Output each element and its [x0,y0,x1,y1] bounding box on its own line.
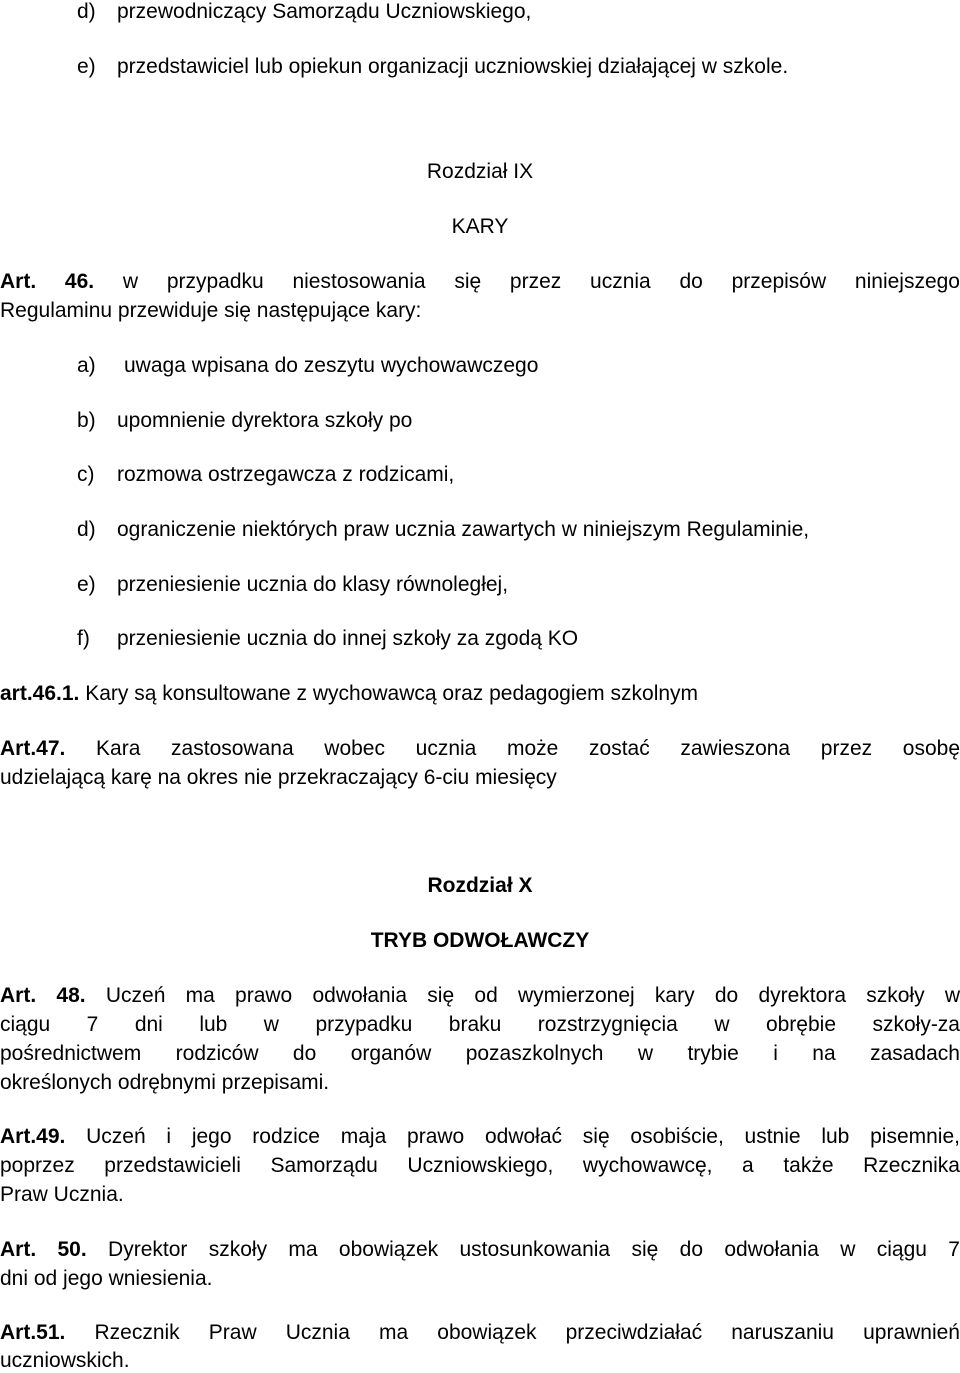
art49-line1 [0,1125,960,1149]
art51-label: Art.51. [0,1321,66,1344]
list-item-letter: d) [77,0,96,23]
list-item-letter: f) [77,627,90,650]
chapter-10-number: Rozdział X [427,874,533,897]
list-item [77,55,957,79]
list-item-text: przewodniczący Samorządu Uczniowskiego, [117,0,532,23]
list-item-text: upomnienie dyrektora szkoły po [117,409,413,432]
list-item-text: uwaga wpisana do zeszytu wychowawczego [124,354,539,377]
art48-line2: ciągu 7 dni lub w przypadku braku rozstrzygnięcia w obrębie szkoły-za [0,1013,960,1036]
list-item [77,0,957,24]
list-item-letter: d) [77,518,96,541]
art46-line1 [0,270,960,294]
art47-line1 [0,737,960,761]
list-item-letter: e) [77,573,96,596]
art49-line2: poprzez przedstawicieli Samorządu Uczniowskiego, wychowawcę, a także Rzecznika [0,1154,960,1177]
art48-line4: określonych odrębnymi przepisami. [0,1071,330,1094]
art46-text: w przypadku niestosowania się przez ucznia do przepisów niniejszego [122,270,960,293]
list-item-letter: c) [77,463,95,486]
chapter-9-title: KARY [451,215,509,238]
list-item-text: przedstawiciel lub opiekun organizacji uczniowskiej działającej w szkole. [117,55,789,78]
list-item-text: przeniesienie ucznia do innej szkoły za zgodą KO [117,627,579,650]
art48-label: Art. 48. [0,984,86,1007]
art49-label: Art.49. [0,1125,66,1148]
art46-line2: Regulaminu przewiduje się następujące kary: [0,299,422,322]
list-item [77,409,957,433]
chapter-10-title: TRYB ODWOŁAWCZY [370,929,590,952]
art46-1-text: Kary są konsultowane z wychowawcą oraz pedagogiem szkolnym [85,682,699,705]
art50-text: Dyrektor szkoły ma obowiązek ustosunkowania się do odwołania w ciągu 7 [108,1238,960,1261]
art48-line1 [0,984,960,1008]
list-item [77,627,957,651]
art50-label: Art. 50. [0,1238,87,1261]
list-item-text: ograniczenie niektórych praw ucznia zawartych w niniejszym Regulaminie, [117,518,810,541]
art51-line1 [0,1321,960,1345]
list-item-text: przeniesienie ucznia do klasy równoległej, [117,573,509,596]
art46-1-label: art.46.1. [0,682,80,705]
art50-line1 [0,1238,960,1262]
art51-line2: uczniowskich. [0,1349,130,1372]
list-item-text: rozmowa ostrzegawcza z rodzicami, [117,463,455,486]
list-item-letter: a) [77,354,96,377]
art48-line3: pośrednictwem rodziców do organów pozaszkolnych w trybie i na zasadach [0,1042,960,1065]
list-item [77,518,957,542]
art47-line2: udzielającą karę na okres nie przekraczający 6-ciu miesięcy [0,766,557,789]
list-item [77,354,957,378]
chapter-9-number: Rozdział IX [426,160,534,183]
list-item [77,463,957,487]
art46-1 [0,682,960,706]
list-item-letter: e) [77,55,96,78]
art49-text: Uczeń i jego rodzice maja prawo odwołać się osobiście, ustnie lub pisemnie, [86,1125,960,1148]
art47-text: Kara zastosowana wobec ucznia może zostać zawieszona przez osobę [96,737,960,760]
art46-label: Art. 46. [0,270,95,293]
art47-label: Art.47. [0,737,66,760]
art49-line3: Praw Ucznia. [0,1183,124,1206]
art48-text: Uczeń ma prawo odwołania się od wymierzonej kary do dyrektora szkoły w [105,984,960,1007]
list-item-letter: b) [77,409,96,432]
list-item [77,573,957,597]
art51-text: Rzecznik Praw Ucznia ma obowiązek przeciwdziałać naruszaniu uprawnień [94,1321,960,1344]
art50-line2: dni od jego wniesienia. [0,1267,213,1290]
